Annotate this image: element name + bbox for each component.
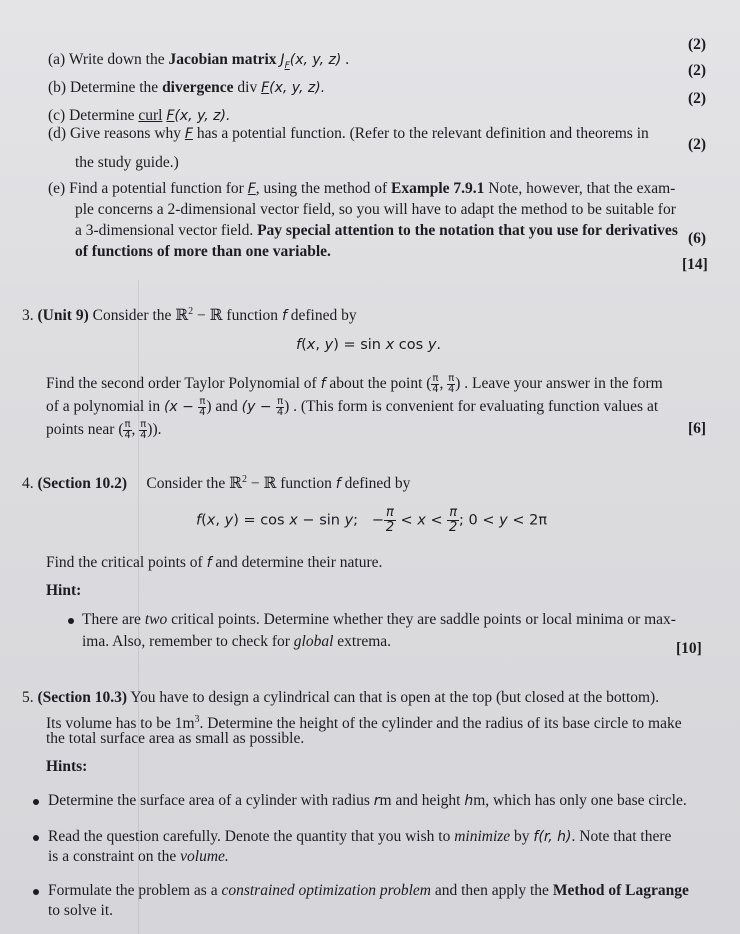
q3-line3: points near ( $\frac{\pi}{4}$ , $\frac{\pi}{4}$ )).	[46, 419, 162, 441]
q3-line1: Find the second order Taylor Polynomial of f about the point ( $\frac{\pi}{4}$ , $\frac{\pi}{4}$ ) . Leave your answer in the form	[46, 373, 663, 395]
q4-hint-bullet	[68, 618, 74, 624]
q2e-line2: ple concerns a 2-dimensional vector field, so you will have to adapt the method to be suitable for	[75, 201, 676, 218]
mark-e: (6)	[688, 230, 707, 247]
q2b-text: Determine the	[69, 79, 163, 96]
q5-hint1: Determine the surface area of a cylinder with radius rm and height hm, which has only one base circle.	[48, 792, 687, 809]
q5-hint2-line1: Read the question carefully. Denote the quantity that you wish to minimize by f(r, h). Note that there	[48, 828, 672, 845]
q2a-math: $J_F(x$, y, z)	[280, 52, 342, 71]
q5-hint2-bullet	[33, 835, 39, 841]
q5-line2: Its volume has to be $1m^3$. Determine the height of the cylinder and the radius of its base circle to make	[46, 714, 682, 733]
q4-intro: 4. (Section 10.2) Consider the ℝ$^2$ − ℝ function f defined by	[22, 474, 411, 493]
q2-total-mark: [14]	[682, 256, 708, 273]
q2e-line4: of functions of more than one variable.	[75, 243, 331, 260]
q2d-line2: the study guide.)	[75, 154, 179, 171]
q4-formula: f(x, y) = cos x − sin y; − $\frac{\pi}{2}$ < x < $\frac{\pi}{2}$ ; 0 < y < 2π	[196, 505, 548, 535]
mark-b: (2)	[688, 62, 707, 79]
q2e-line3: a 3-dimensional vector field. Pay special attention to the notation that you use for derivatives	[75, 222, 678, 239]
q5-hint1-bullet	[33, 799, 39, 805]
q2b-bold: divergence	[162, 79, 234, 96]
q2d-line1: (d) Give reasons why F has a potential function. (Refer to the relevant definition and theorems in	[48, 125, 649, 142]
q4-hint-line1: There are two critical points. Determine whether they are saddle points or local minima or max-	[82, 611, 676, 628]
q2c-math: F(x, y, z).	[166, 108, 231, 124]
q4-find: Find the critical points of f and determine their nature.	[46, 554, 383, 571]
q3-total-mark: [6]	[688, 420, 707, 437]
q2a-text: Write down the	[68, 51, 169, 68]
q5-hint3-line1: Formulate the problem as a constrained optimization problem and then apply the Method of Lagrange	[48, 882, 689, 899]
q2a-bold: Jacobian matrix	[168, 51, 277, 68]
q2e-line1: (e) Find a potential function for F, using the method of Example 7.9.1 Note, however, that the exam-	[48, 180, 676, 197]
q4-hint-line2: ima. Also, remember to check for global extrema.	[82, 633, 392, 650]
q5-hint3-bullet	[33, 889, 39, 895]
q2b-item: (b) Determine the divergence div F(x, y, z).	[48, 79, 326, 96]
q3-line2: of a polynomial in (x − $\frac{\pi}{4}$ ) and (y − $\frac{\pi}{4}$ ) . (This form is convenient for evaluating function values at	[46, 396, 659, 418]
q2b-math: F(x, y, z).	[261, 80, 326, 96]
q4-total-mark: [10]	[676, 640, 702, 657]
q5-hint2-line2: is a constraint on the volume.	[48, 848, 229, 865]
q5-hint3-line2: to solve it.	[48, 902, 114, 919]
q2c-text: Determine	[69, 107, 139, 124]
q5-line1: 5. (Section 10.3) You have to design a cylindrical can that is open at the top (but closed at the bottom).	[22, 689, 660, 706]
q4-hint-label: Hint:	[46, 582, 82, 599]
mark-d: (2)	[688, 136, 707, 153]
q2c-curl: curl	[138, 107, 163, 124]
q2a-item: (a) Write down the Jacobian matrix $J_F(x$, y, z) .	[48, 51, 350, 71]
q5-line3: the total surface area as small as possible.	[46, 730, 305, 747]
q5-hints-label: Hints:	[46, 758, 88, 775]
mark-a: (2)	[688, 36, 707, 53]
mark-c: (2)	[688, 90, 707, 107]
q2b-label: (b)	[48, 79, 67, 96]
q3-intro: 3. (Unit 9) Consider the ℝ$^2$ − ℝ function f defined by	[22, 306, 357, 325]
q2c-label: (c)	[48, 107, 66, 124]
q2c-item	[48, 106, 230, 126]
q2a-label: (a)	[48, 51, 66, 68]
q3-formula: f(x, y) = sin x cos y.	[296, 337, 442, 353]
